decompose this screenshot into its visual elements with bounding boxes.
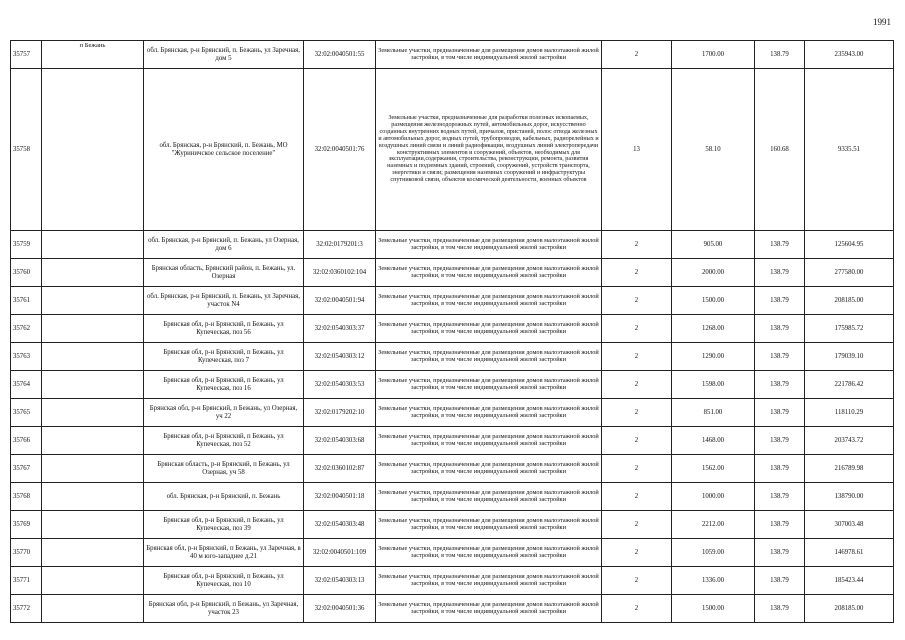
row-specific-value: 138.79 (755, 231, 805, 259)
row-address: Брянская обл, р-н Брянский, п Бежань, ул Купеческая, поз 56 (144, 315, 304, 343)
row-usage-group: 2 (602, 399, 672, 427)
row-id: 35770 (11, 539, 42, 567)
row-id: 35763 (11, 343, 42, 371)
row-usage-group: 2 (602, 539, 672, 567)
row-cadastral-number: 32:02:0040501:76 (304, 69, 376, 231)
row-specific-value: 138.79 (755, 259, 805, 287)
row-area: 1059.00 (672, 539, 755, 567)
table-row (11, 69, 894, 231)
row-cadastral-value: 235943.00 (805, 41, 894, 69)
row-specific-value: 138.79 (755, 567, 805, 595)
row-usage-group: 2 (602, 483, 672, 511)
row-area: 1336.00 (672, 567, 755, 595)
row-address: Брянская обл, р-н Брянский, п Бежань, ул Купеческая, поз 10 (144, 567, 304, 595)
row-id: 35759 (11, 231, 42, 259)
row-usage-group: 2 (602, 259, 672, 287)
row-id: 35766 (11, 427, 42, 455)
row-cadastral-value: 221786.42 (805, 371, 894, 399)
row-area: 2000.00 (672, 259, 755, 287)
table-row (11, 231, 894, 259)
row-usage-group: 2 (602, 455, 672, 483)
table-row (11, 511, 894, 539)
row-cadastral-number: 32:02:0540303:48 (304, 511, 376, 539)
row-cadastral-number: 32:02:0360102:104 (304, 259, 376, 287)
row-land-usage: Земельные участки, предназначенные для размещения домов малоэтажной жилой застройки, в том числе индивидуальной жилой застройки (376, 483, 602, 511)
row-id: 35757 (11, 41, 42, 69)
row-land-usage: Земельные участки, предназначенные для размещения домов малоэтажной жилой застройки, в том числе индивидуальной жилой застройки (376, 511, 602, 539)
row-land-usage: Земельные участки, предназначенные для размещения домов малоэтажной жилой застройки, в том числе индивидуальной жилой застройки (376, 455, 602, 483)
row-cadastral-number: 32:02:0179202:10 (304, 399, 376, 427)
row-land-usage: Земельные участки, предназначенные для размещения домов малоэтажной жилой застройки, в том числе индивидуальной жилой застройки (376, 371, 602, 399)
table-row (11, 483, 894, 511)
row-specific-value: 138.79 (755, 399, 805, 427)
row-note (42, 539, 144, 567)
table-row (11, 315, 894, 343)
row-address: Брянская обл, р-н Брянский, п Бежань, ул Озерная, уч 22 (144, 399, 304, 427)
row-cadastral-value: 125604.95 (805, 231, 894, 259)
table-row (11, 399, 894, 427)
row-note (42, 567, 144, 595)
row-note (42, 287, 144, 315)
row-usage-group: 2 (602, 343, 672, 371)
row-address: Брянская область, р-н Брянский, п Бежань, ул Озерная, уч 58 (144, 455, 304, 483)
table-row (11, 595, 894, 623)
table-row (11, 343, 894, 371)
row-cadastral-number: 32:02:0040501:36 (304, 595, 376, 623)
row-id: 35767 (11, 455, 42, 483)
row-land-usage: Земельные участки, предназначенные для размещения домов малоэтажной жилой застройки, в том числе индивидуальной жилой застройки (376, 595, 602, 623)
row-cadastral-number: 32:02:0540303:68 (304, 427, 376, 455)
row-usage-group: 2 (602, 231, 672, 259)
cadastral-value-table (10, 40, 894, 623)
row-specific-value: 138.79 (755, 371, 805, 399)
row-cadastral-number: 32:02:0179201:3 (304, 231, 376, 259)
row-usage-group: 2 (602, 427, 672, 455)
row-land-usage: Земельные участки, предназначенные для размещения домов малоэтажной жилой застройки, в том числе индивидуальной жилой застройки (376, 427, 602, 455)
row-address: Брянская обл, р-н Брянский, п Бежань, ул Заречная, участок 23 (144, 595, 304, 623)
row-address: обл. Брянская, р-н Брянский, п. Бежань, ул Заречная, участок N4 (144, 287, 304, 315)
page-number: 1991 (873, 17, 891, 27)
row-cadastral-value: 9335.51 (805, 69, 894, 231)
row-note (42, 427, 144, 455)
row-specific-value: 138.79 (755, 539, 805, 567)
row-area: 1598.00 (672, 371, 755, 399)
row-area: 1500.00 (672, 287, 755, 315)
table-row (11, 259, 894, 287)
row-area: 851.00 (672, 399, 755, 427)
row-note (42, 455, 144, 483)
row-specific-value: 138.79 (755, 483, 805, 511)
row-land-usage: Земельные участки, предназначенные для размещения домов малоэтажной жилой застройки, в том числе индивидуальной жилой застройки (376, 315, 602, 343)
row-address: обл. Брянская, р-н Брянский, п. Бежань, МО "Журиничское сельское поселение" (144, 69, 304, 231)
row-address: Брянская обл, р-н Брянский, п Бежань, ул Купеческая, поз 39 (144, 511, 304, 539)
row-note (42, 231, 144, 259)
row-area: 2212.00 (672, 511, 755, 539)
row-specific-value: 160.68 (755, 69, 805, 231)
row-cadastral-number: 32:02:0540303:37 (304, 315, 376, 343)
row-id: 35764 (11, 371, 42, 399)
row-area: 1700.00 (672, 41, 755, 69)
row-address: обл. Брянская, р-н Брянский, п. Бежань, ул Заречная, дом 5 (144, 41, 304, 69)
row-cadastral-value: 138790.00 (805, 483, 894, 511)
row-usage-group: 2 (602, 511, 672, 539)
row-area: 905.00 (672, 231, 755, 259)
row-note (42, 371, 144, 399)
row-id: 35761 (11, 287, 42, 315)
row-specific-value: 138.79 (755, 455, 805, 483)
row-cadastral-number: 32:02:0540303:13 (304, 567, 376, 595)
row-specific-value: 138.79 (755, 343, 805, 371)
row-address: Брянская область, Брянский район, п. Бежань, ул. Озерная (144, 259, 304, 287)
row-land-usage: Земельные участки, предназначенные для размещения домов малоэтажной жилой застройки, в том числе индивидуальной жилой застройки (376, 259, 602, 287)
row-area: 1562.00 (672, 455, 755, 483)
row-cadastral-number: 32:02:0040501:18 (304, 483, 376, 511)
row-area: 1000.00 (672, 483, 755, 511)
row-specific-value: 138.79 (755, 287, 805, 315)
row-usage-group: 2 (602, 287, 672, 315)
row-cadastral-value: 208185.00 (805, 595, 894, 623)
row-cadastral-value: 307003.48 (805, 511, 894, 539)
row-cadastral-number: 32:02:0360102:87 (304, 455, 376, 483)
table-row (11, 371, 894, 399)
row-land-usage: Земельные участки, предназначенные для размещения домов малоэтажной жилой застройки, в том числе индивидуальной жилой застройки (376, 567, 602, 595)
row-address: обл. Брянская, р-н Брянский, п. Бежань, ул Озерная, дом 6 (144, 231, 304, 259)
row-address: Брянская обл, р-н Брянский, п Бежань, ул Купеческая, поз 52 (144, 427, 304, 455)
row-cadastral-value: 185423.44 (805, 567, 894, 595)
row-land-usage: Земельные участки, предназначенные для размещения домов малоэтажной жилой застройки, в том числе индивидуальной жилой застройки (376, 231, 602, 259)
table-row (11, 427, 894, 455)
row-land-usage: Земельные участки, предназначенные для размещения домов малоэтажной жилой застройки, в том числе индивидуальной жилой застройки (376, 399, 602, 427)
row-note (42, 399, 144, 427)
table-row (11, 455, 894, 483)
row-land-usage: Земельные участки, предназначенные для разработки полезных ископаемых, размещения железнодорожных путей, автомобильных дорог, искусственно созданных внутренних водных путей, причалов, пристаней, полос отвода железных и автомобильных дорог, водных путей, трубопроводов, кабельных, радиорелейных и воздушных линий связи и линий радиофикации, воздушных линий электропередачи конструктивных элементов и сооружений, объектов, необходимых для эксплуатации,содержания, строительства, реконструкции, ремонта, развития наземных и подземных зданий, строений, сооружений, устройств транспорта, энергетики и связи; размещения наземных сооружений и инфраструктуры спутниковой связи, объектов космической деятельности, военных объектов (376, 69, 602, 231)
row-cadastral-number: 32:02:0040501:55 (304, 41, 376, 69)
row-cadastral-value: 208185.00 (805, 287, 894, 315)
table-row (11, 567, 894, 595)
row-area: 1468.00 (672, 427, 755, 455)
row-id: 35769 (11, 511, 42, 539)
row-area: 1268.00 (672, 315, 755, 343)
row-specific-value: 138.79 (755, 315, 805, 343)
row-id: 35772 (11, 595, 42, 623)
row-note (42, 69, 144, 231)
row-cadastral-value: 118110.29 (805, 399, 894, 427)
row-id: 35768 (11, 483, 42, 511)
row-note (42, 595, 144, 623)
row-usage-group: 13 (602, 69, 672, 231)
row-cadastral-value: 146978.61 (805, 539, 894, 567)
row-note: п Бежань (42, 41, 144, 69)
table-row (11, 41, 894, 69)
row-specific-value: 138.79 (755, 595, 805, 623)
row-address: обл. Брянская, р-н Брянский, п. Бежань (144, 483, 304, 511)
row-cadastral-value: 179039.10 (805, 343, 894, 371)
row-specific-value: 138.79 (755, 41, 805, 69)
row-id: 35758 (11, 69, 42, 231)
row-note (42, 343, 144, 371)
row-specific-value: 138.79 (755, 427, 805, 455)
row-id: 35760 (11, 259, 42, 287)
row-note (42, 315, 144, 343)
row-specific-value: 138.79 (755, 511, 805, 539)
row-address: Брянская обл, р-н Брянский, п Бежань, ул Купеческая, поз 7 (144, 343, 304, 371)
row-cadastral-number: 32:02:0040501:109 (304, 539, 376, 567)
row-id: 35762 (11, 315, 42, 343)
row-note (42, 259, 144, 287)
table-body (11, 41, 894, 623)
row-cadastral-value: 203743.72 (805, 427, 894, 455)
row-usage-group: 2 (602, 41, 672, 69)
row-land-usage: Земельные участки, предназначенные для размещения домов малоэтажной жилой застройки, в том числе индивидуальной жилой застройки (376, 287, 602, 315)
row-land-usage: Земельные участки, предназначенные для размещения домов малоэтажной жилой застройки, в том числе индивидуальной жилой застройки (376, 41, 602, 69)
row-usage-group: 2 (602, 595, 672, 623)
row-note (42, 511, 144, 539)
row-usage-group: 2 (602, 315, 672, 343)
row-address: Брянская обл, р-н Брянский, п Бежань, ул Заречная, в 40 м юго-западнее д.21 (144, 539, 304, 567)
row-area: 58.10 (672, 69, 755, 231)
row-cadastral-number: 32:02:0540303:53 (304, 371, 376, 399)
row-area: 1290.00 (672, 343, 755, 371)
row-cadastral-number: 32:02:0540303:12 (304, 343, 376, 371)
table-row (11, 287, 894, 315)
row-id: 35771 (11, 567, 42, 595)
row-cadastral-value: 216789.98 (805, 455, 894, 483)
row-land-usage: Земельные участки, предназначенные для размещения домов малоэтажной жилой застройки, в том числе индивидуальной жилой застройки (376, 539, 602, 567)
row-area: 1500.00 (672, 595, 755, 623)
row-usage-group: 2 (602, 371, 672, 399)
row-note (42, 483, 144, 511)
row-id: 35765 (11, 399, 42, 427)
row-cadastral-value: 175985.72 (805, 315, 894, 343)
row-address: Брянская обл, р-н Брянский, п Бежань, ул Купеческая, поз 16 (144, 371, 304, 399)
row-usage-group: 2 (602, 567, 672, 595)
row-cadastral-value: 277580.00 (805, 259, 894, 287)
table-row (11, 539, 894, 567)
row-cadastral-number: 32:02:0040501:94 (304, 287, 376, 315)
row-land-usage: Земельные участки, предназначенные для размещения домов малоэтажной жилой застройки, в том числе индивидуальной жилой застройки (376, 343, 602, 371)
